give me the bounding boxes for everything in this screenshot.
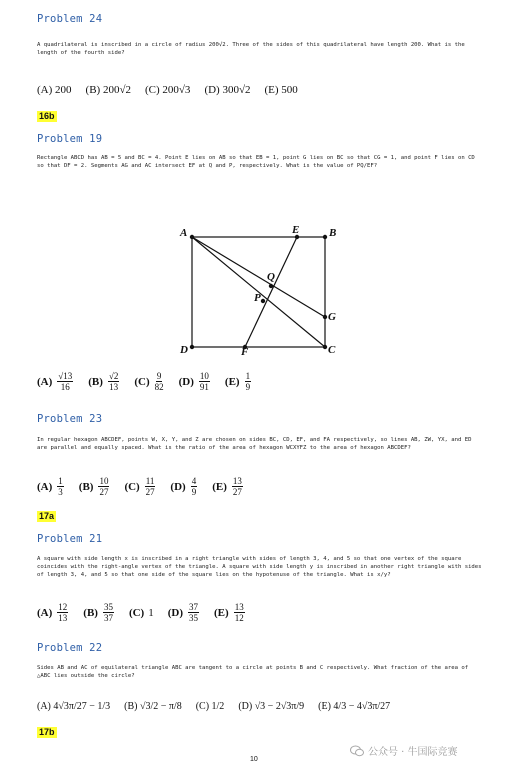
- answer-c: (C) 1: [128, 606, 154, 619]
- label-f: F: [241, 346, 249, 357]
- answer-a: (A) 4√3π/27 − 1/3: [37, 701, 111, 712]
- problem-24-tag: 16b: [39, 111, 55, 121]
- answer-b: (B) 200√2: [85, 84, 131, 96]
- problem-21-answers: [37, 602, 260, 623]
- answer-e: (E) $\frac{13}{12}$: [214, 602, 244, 623]
- problem-19-text: Rectangle ABCD has AB = 5 and BC = 4. Point E lies on AB so that EB = 1, point G lies on BC so that CG = 1, and point F lies on CD so that DF = 2. Segments AG and AC intersect EF at Q and P, respectively. What is the value of PQ/EF?: [37, 155, 475, 170]
- answer-b: (B) $\frac{35}{37}$: [83, 602, 113, 623]
- wechat-icon: [350, 745, 364, 757]
- problem-24-heading: Problem 24: [37, 13, 103, 25]
- answer-e: (E) 500: [264, 84, 298, 96]
- watermark-text: 公众号 · 牛国际竞赛: [368, 747, 458, 758]
- label-e: E: [292, 224, 300, 236]
- problem-23-heading: Problem 23: [37, 413, 103, 425]
- answer-e: (E) 4/3 − 4√3π/27: [318, 701, 391, 712]
- answer-c: (C) 1/2: [195, 701, 225, 712]
- watermark: [350, 743, 458, 758]
- answer-b: (B) √3/2 − π/8: [124, 701, 182, 712]
- page-number: 10: [250, 756, 258, 763]
- answer-d: (D) $\frac{10}{91}$: [178, 371, 209, 392]
- problem-19-answers: [37, 371, 266, 392]
- problem-19-heading: Problem 19: [37, 133, 103, 145]
- problem-22-heading: Problem 22: [37, 642, 103, 654]
- problem-22-answers: [37, 701, 404, 712]
- problem-23-answers: [37, 476, 258, 497]
- label-q: Q: [267, 271, 275, 283]
- answer-a: (A) $\frac{12}{13}$: [37, 602, 68, 623]
- problem-22-text: Sides AB and AC of equilateral triangle ABC are tangent to a circle at points B and C respectively. What fraction of the area of △ABC lies outside the circle?: [37, 665, 469, 680]
- answer-e: (E) $\frac{13}{27}$: [212, 476, 242, 497]
- answer-c: (C) 200√3: [144, 84, 191, 96]
- answer-c: (C) $\frac{11}{27}$: [124, 476, 155, 497]
- answer-a: (A) $\frac{1}{3}$: [37, 476, 63, 497]
- rectangle-figure: [170, 222, 350, 357]
- answer-d: (D) $\frac{4}{9}$: [170, 476, 197, 497]
- problem-21-text: A square with side length x is inscribed in a right triangle with sides of length 3, 4, and 5 so that one vertex of the square coincides with the right-angle vertex of the triangle. A square with side length y is inscribed in another right triangle with sides of length 3, 4, and 5 so that one side of the square lies on the hypotenuse of the triangle. What is x/y?: [37, 556, 482, 579]
- answer-c: (C) $\frac{9}{82}$: [134, 371, 164, 392]
- answer-b: (B) $\frac{√2}{13}$: [88, 371, 119, 392]
- answer-b: (B) $\frac{10}{27}$: [78, 476, 109, 497]
- label-b: B: [329, 227, 337, 239]
- label-g: G: [328, 311, 336, 323]
- problem-23-text: In regular hexagon ABCDEF, points W, X, Y, and Z are chosen on sides BC, CD, EF, and FA respectively, so lines AB, ZW, YX, and ED are parallel and equally spaced. What is the ratio of the area of hexagon WCXYFZ to the area of hexagon ABCDEF?: [37, 437, 472, 452]
- answer-e: (E) $\frac{1}{9}$: [224, 371, 251, 392]
- label-a: A: [180, 227, 188, 239]
- problem-24-text: A quadrilateral is inscribed in a circle of radius 200√2. Three of the sides of this quadrilateral have length 200. What is the length of the fourth side?: [37, 42, 465, 57]
- answer-d: (D) $\frac{37}{35}$: [167, 602, 199, 623]
- problem-21-heading: Problem 21: [37, 533, 103, 545]
- problem-24-answers: [37, 84, 312, 96]
- problem-23-tag: 17a: [39, 511, 55, 521]
- label-d: D: [180, 344, 188, 356]
- answer-a: (A) 200: [37, 84, 72, 96]
- label-p: P: [254, 292, 261, 304]
- answer-d: (D) 300√2: [204, 84, 251, 96]
- answer-d: (D) √3 − 2√3π/9: [238, 701, 305, 712]
- problem-22-tag: 17b: [39, 727, 55, 737]
- answer-a: (A) $\frac{√13}{16}$: [37, 371, 73, 392]
- label-c: C: [328, 344, 336, 356]
